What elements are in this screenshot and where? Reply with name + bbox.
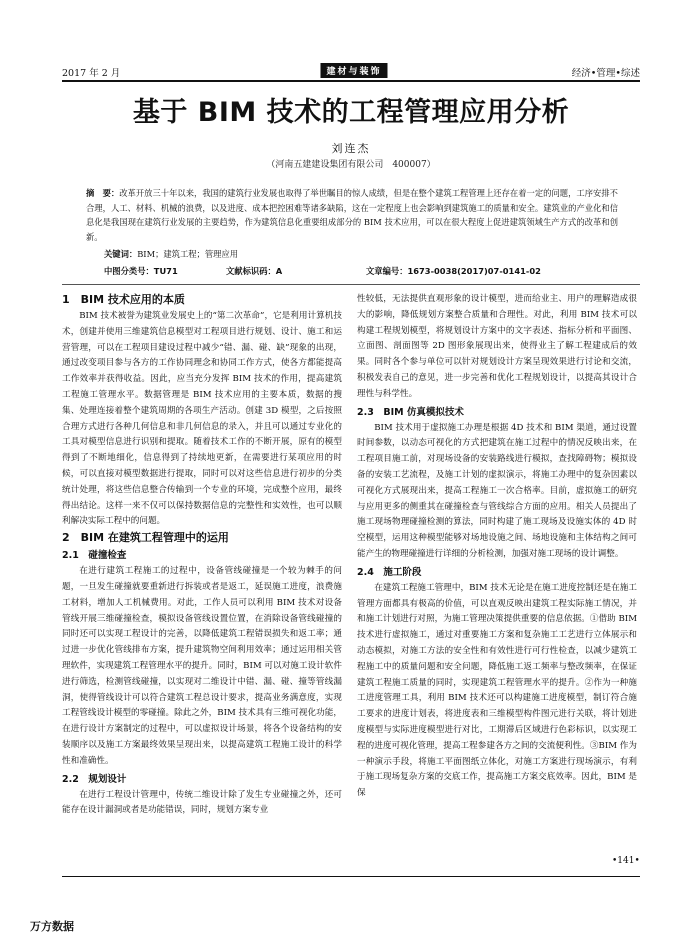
subsection-heading: 2.3 BIM 仿真模拟技术 <box>357 406 464 418</box>
author-affiliation: （河南五建建设集团有限公司 400007） <box>266 160 436 170</box>
keywords <box>104 248 238 260</box>
article-number: 文章编号：1673-0038(2017)07-0141-02 <box>366 266 541 276</box>
author-name: 刘连杰 <box>331 142 371 155</box>
running-header <box>62 62 640 78</box>
journal-logo: 建材与装饰 <box>320 63 387 78</box>
keywords-label: 关键词： <box>104 249 138 259</box>
classification-meta <box>104 265 604 279</box>
source-watermark: 万方数据 <box>30 920 74 933</box>
header-date: 2017 年 2 月 <box>62 68 121 79</box>
header-section: 经济•管理•综述 <box>571 68 640 79</box>
left-column <box>62 292 342 819</box>
right-column <box>357 292 637 802</box>
keywords-text: BIM；建筑工程；管理应用 <box>137 249 239 259</box>
paragraph: 在进行建筑工程施工的过程中，设备管线碰撞是一个较为棘手的问题，一旦发生碰撞就要重新进行拆装或者是返工，延误施工进度，浪费施工材料，增加人工机械费用。对此，工作人员可以利用 BIM 技术对设备管线开展三维碰撞检查，模拟设备管线设置位置，在消除设备管线碰撞的同时还可以实现工程设计的完善，以降低建筑工程错误损失和返工率；通过进一步优化管线排布方案，提升建筑物空间利用效率；通过运用相关管理软件，实现建筑工程管理水平的提升。同时，BIM 可以对施工设计软件进行筛选，检测管线碰撞，以实现对二维设计中错、漏、碰、撞等管线漏洞，使得管线设计可以符合建筑工程总设计要求，提高业务满意度，实现工程管线设计模型的零碰撞。除此之外，BIM 技术具有三维可视化功能，在进行设计方案制定的过程中，可以虚拟设计场景，将各个设备结构的安装顺序以及施工方案最终效果呈现出来，以提高建筑工程施工设计的科学性和准确性。 <box>62 566 342 766</box>
article-title: 基于 BIM 技术的工程管理应用分析 <box>132 97 570 128</box>
subsection-heading: 2.1 碰撞检查 <box>62 550 127 562</box>
page-number: •141• <box>612 856 640 866</box>
header-divider <box>62 80 640 82</box>
paragraph: 在建筑工程施工管理中，BIM 技术无论是在施工进度控制还是在施工管理方面都具有极高的价值，可以直观反映出建筑工程实际施工情况，并和施工计划进行对照，为施工管理决策提供重要的信息依据。①借助 BIM 技术进行虚拟施工，通过对重要施工方案和复杂施工工艺进行立体展示和动态模拟，对施工方法的安全性和有效性进行可行性检查，以减少建筑工程施工中的质量问题和安全问题，降低施工返工频率与整改频率，在保证建筑工程施工质量的同时，实现建筑工程管理水平的提升。②作为一种施工进度管理工具，利用 BIM 技术还可以构建施工进度模型，制订符合施工要求的进度计划表，将进度表和三维模型构件图元进行关联，将计划进度模型与实际进度模型进行对比，工期滞后区域进行色彩标识，以实现工程的进度可视化管理，提高工程参建各方之间的交流便利性。③BIM 作为一种演示手段，将施工平面图纸立体化，对施工方案进行现场演示，有利于施工现场复杂方案的交底工作，提高施工方案交底效率。因此，BIM 是保 <box>357 582 637 799</box>
document-code: 文献标识码：A <box>226 266 283 276</box>
subsection-heading: 2.4 施工阶段 <box>357 566 422 578</box>
meta-divider <box>62 284 640 285</box>
clc-number: 中图分类号：TU71 <box>104 266 178 276</box>
paragraph: 性较低，无法提供直观形象的设计模型，进而给业主、用户的理解造成很大的影响，降低规划方案整合质量和合理性。对此，利用 BIM 技术可以构建工程规划模型，将规划设计方案中的文字表述、指标分析和平面图、立面图、剖面图等 2D 图形象展现出来，使得业主了解工程建成后的效果。同时各个参与单位可以针对规划设计方案呈现效果进行讨论和交流，积极发表自己的意见，进一步完善和优化工程规划设计，以提高其设计合理性与科学性。 <box>357 294 637 399</box>
subsection-heading: 2.2 规划设计 <box>62 773 127 785</box>
paragraph: BIM 技术用于虚拟施工办理是根据 4D 技术和 BIM 渠道，通过设置时间参数，以动态可视化的方式把建筑在施工过程中的情况反映出来，在工程项目施工前，对现场设备的安装路线进行模拟，查找障碍物；模拟设备的安装工艺流程，及施工计划的虚拟演示，将施工办理中的复杂因素以可视化方式展现出来，提高工程施工一次合格率。目前，虚拟施工的研究与应用更多的侧重其在碰撞检查与管线综合方面的应用。相关人员提出了施工现场物理碰撞检测的算法，同时构建了施工现场及设施实体的 4D 时空模型，运用这种模型能够对场地设施之间、场地设施和主体结构之间可能产生的物理碰撞进行详细的分析检测，加强对施工现场的设计调整。 <box>357 422 637 559</box>
section-heading: 2 BIM 在建筑工程管理中的运用 <box>62 531 229 545</box>
paragraph: BIM 技术被誉为建筑业发展史上的“第二次革命”，它是利用计算机技术，创建并使用三维建筑信息模型对工程项目进行规划、设计、施工和运营管理，可以在工程项目建设过程中减少“错、漏、碰、缺”现象的出现，通过改变项目参与各方的工作协同理念和协同工作方式，使各方都能提高工作效率并获得收益。因此，应当充分发挥 BIM 技术的作用，提高建筑工程施工管理水平。数据管理是 BIM 技术应用的主要本质，数据的搜集、处理连接着整个建筑周期的各项生产活动。创建 3D 模型，之后按照合理方式进行各种几何信息和非几何信息的录入，并且可以通过专业化的工具对模型信息进行识别和提取。随着技术工作的不断开展，原有的模型得到了不断地细化，信息得到了持续地更新，在需要进行某项应用的时候，可以直接对模型数据进行提取，同时可以对这些信息进行初步的分类统计处理，将这些信息整合传输到一个专业的环境，完成整个应用，最终得出结论。这样一来不仅可以保持数据信息的完整性和实效性，也可以顺利解决实际工程中的问题。 <box>62 311 342 527</box>
abstract-text: 改革开放三十年以来，我国的建筑行业发展也取得了举世瞩目的惊人成绩，但是在整个建筑工程管理上还存在着一定的问题，工序安排不合理，人工、材料、机械的浪费，以及进度、成本把控困难等诸多缺陷，这在一定程度上也会影响到建筑施工的质量和安全。建筑业的产业化和信息化是我国现在建筑行业发展的主要趋势，作为建筑信息化重要组成部分的 BIM 技术应用，可以在很大程度上促进建筑领域生产方式的改革和创新。 <box>86 188 618 242</box>
abstract <box>86 186 618 244</box>
footer-divider <box>62 876 640 877</box>
section-heading: 1 BIM 技术应用的本质 <box>62 293 185 306</box>
abstract-label: 摘 要： <box>86 188 120 198</box>
paragraph: 在进行工程设计管理中，传统二维设计除了发生专业碰撞之外，还可能存在设计漏洞或者是功能错误，同时，规划方案专业 <box>62 789 342 816</box>
